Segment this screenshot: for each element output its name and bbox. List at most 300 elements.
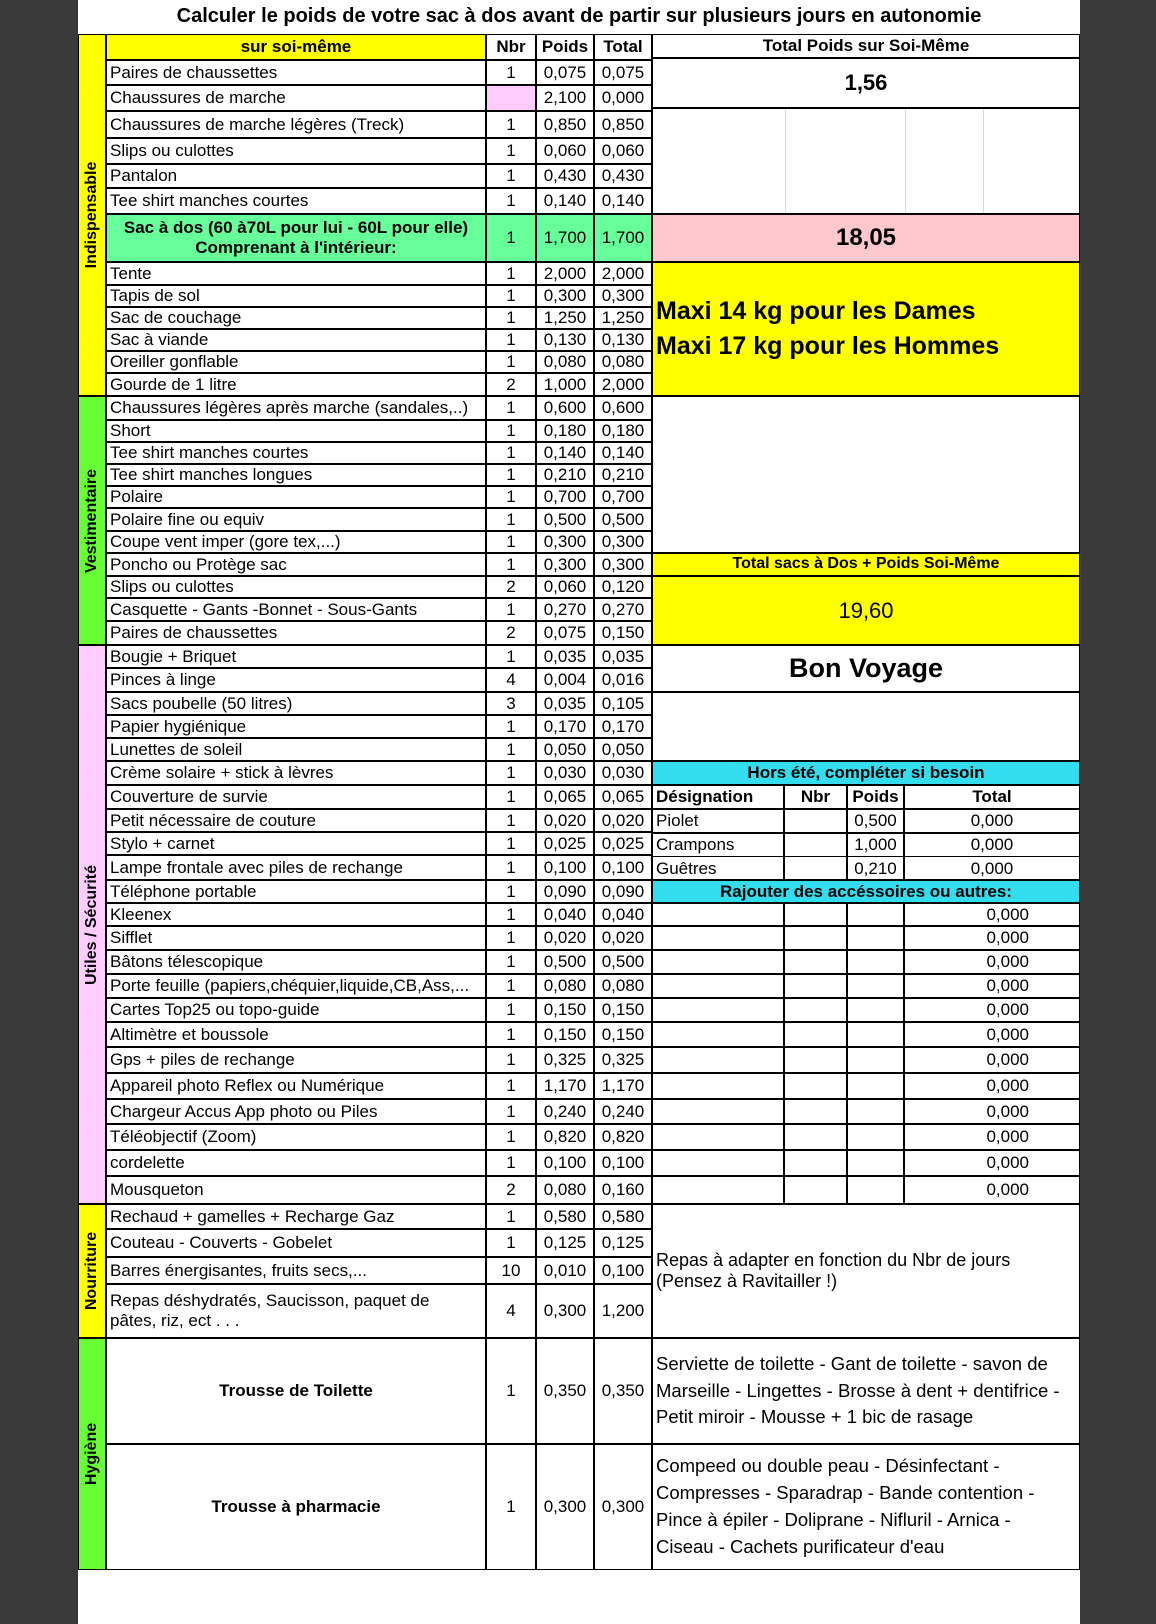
item-poids[interactable]: 0,004 [536,668,594,692]
spreadsheet [78,0,1080,1624]
rajouter-designation[interactable] [652,1073,784,1099]
item-nbr[interactable]: 1 [486,645,536,668]
item-description[interactable]: Tente [106,262,486,285]
item-nbr[interactable]: 1 [486,926,536,950]
item-nbr[interactable]: 1 [486,60,536,85]
item-description[interactable]: Slips ou culottes [106,138,486,164]
item-nbr[interactable]: 1 [486,855,536,880]
item-poids[interactable]: 0,600 [536,396,594,420]
item-poids[interactable]: 1,170 [536,1073,594,1099]
item-description[interactable]: Trousse de Toilette [106,1338,486,1444]
item-nbr[interactable]: 1 [486,164,536,188]
rajouter-designation[interactable] [652,950,784,974]
rajouter-total[interactable]: 0,000 [904,950,1080,974]
extra-designation[interactable]: Guêtres [652,856,784,880]
extra-poids[interactable]: 1,000 [847,833,904,857]
item-total[interactable]: 0,090 [594,880,652,903]
item-nbr[interactable]: 1 [486,1073,536,1099]
rajouter-nbr[interactable] [784,950,847,974]
rajouter-poids[interactable] [847,1176,904,1204]
item-total[interactable]: 0,020 [594,809,652,832]
item-poids[interactable]: 0,170 [536,715,594,738]
item-poids[interactable]: 0,350 [536,1338,594,1444]
rajouter-designation[interactable] [652,1022,784,1047]
item-total[interactable]: 0,300 [594,285,652,307]
rajouter-total[interactable]: 0,000 [904,1047,1080,1073]
item-description[interactable]: Short [106,420,486,442]
item-total[interactable]: 0,240 [594,1099,652,1124]
item-poids[interactable]: 0,300 [536,1444,594,1570]
extra-total[interactable]: 0,000 [904,856,1080,880]
rajouter-designation[interactable] [652,903,784,926]
item-description[interactable]: Oreiller gonflable [106,351,486,373]
extra-nbr[interactable] [784,809,847,833]
rajouter-poids[interactable] [847,1073,904,1099]
item-nbr[interactable]: 1 [486,307,536,329]
item-nbr[interactable]: 1 [486,761,536,785]
item-poids[interactable]: 0,020 [536,926,594,950]
item-total[interactable]: 0,030 [594,761,652,785]
item-nbr[interactable]: 1 [486,1229,536,1257]
toilette-note[interactable]: Serviette de toilette - Gant de toilette - savon de Marseille - Lingettes - Brosse à dent + dentifrice - Petit miroir - Mousse + 1 bic de rasage [652,1338,1080,1444]
item-nbr[interactable]: 10 [486,1257,536,1284]
rajouter-poids[interactable] [847,1022,904,1047]
extra-header[interactable]: Désignation [652,785,784,809]
item-description[interactable]: Coupe vent imper (gore tex,...) [106,531,486,553]
item-poids[interactable]: 0,325 [536,1047,594,1073]
item-total[interactable]: 0,300 [594,553,652,576]
item-total[interactable]: 2,000 [594,373,652,396]
header-poids[interactable]: Poids [536,34,594,60]
item-total[interactable]: 0,580 [594,1204,652,1229]
item-poids[interactable]: 1,000 [536,373,594,396]
item-description[interactable]: Crème solaire + stick à lèvres [106,761,486,785]
item-poids[interactable]: 0,030 [536,761,594,785]
rajouter-total[interactable]: 0,000 [904,1022,1080,1047]
rajouter-poids[interactable] [847,998,904,1022]
item-total[interactable]: 0,210 [594,464,652,486]
maxi-block[interactable] [652,262,1080,396]
rajouter-nbr[interactable] [784,974,847,998]
header-total[interactable]: Total [594,34,652,60]
item-poids[interactable]: 0,035 [536,645,594,668]
item-poids[interactable]: 0,850 [536,111,594,138]
empty-block[interactable] [652,108,1080,214]
extra-nbr[interactable] [784,856,847,880]
extra-designation[interactable]: Piolet [652,809,784,833]
item-nbr[interactable]: 1 [486,998,536,1022]
extra-header[interactable]: Nbr [784,785,847,809]
item-poids[interactable]: 0,500 [536,950,594,974]
item-poids[interactable]: 0,140 [536,188,594,214]
rajouter-designation[interactable] [652,1099,784,1124]
item-poids[interactable]: 0,050 [536,738,594,761]
rajouter-designation[interactable] [652,1176,784,1204]
item-poids[interactable]: 0,100 [536,855,594,880]
item-nbr[interactable]: 1 [486,214,536,262]
item-poids[interactable]: 0,010 [536,1257,594,1284]
item-description[interactable]: Kleenex [106,903,486,926]
item-poids[interactable]: 0,065 [536,785,594,809]
item-nbr[interactable]: 1 [486,285,536,307]
item-nbr[interactable]: 1 [486,1204,536,1229]
item-description[interactable]: Tee shirt manches courtes [106,442,486,464]
item-description[interactable]: cordelette [106,1150,486,1176]
item-poids[interactable]: 0,210 [536,464,594,486]
item-total[interactable]: 0,500 [594,508,652,531]
item-description[interactable]: Stylo + carnet [106,832,486,855]
item-total[interactable]: 0,130 [594,329,652,351]
item-description[interactable]: Couteau - Couverts - Gobelet [106,1229,486,1257]
rajouter-designation[interactable] [652,926,784,950]
item-description[interactable]: Trousse à pharmacie [106,1444,486,1570]
item-nbr[interactable]: 1 [486,1338,536,1444]
rajouter-nbr[interactable] [784,1099,847,1124]
item-poids[interactable]: 0,500 [536,508,594,531]
item-description[interactable]: Gps + piles de rechange [106,1047,486,1073]
rajouter-nbr[interactable] [784,1073,847,1099]
rajouter-designation[interactable] [652,974,784,998]
item-poids[interactable]: 0,240 [536,1099,594,1124]
pharmacie-note[interactable]: Compeed ou double peau - Désinfectant - Compresses - Sparadrap - Bande contention - Pince à épiler - Doliprane - Nifluril - Arnica - Ciseau - Cachets purificateur d'eau [652,1444,1080,1570]
item-nbr[interactable]: 1 [486,974,536,998]
rajouter-poids[interactable] [847,974,904,998]
item-nbr[interactable]: 1 [486,531,536,553]
rajouter-nbr[interactable] [784,1022,847,1047]
item-nbr[interactable]: 1 [486,553,536,576]
item-nbr[interactable]: 1 [486,785,536,809]
item-nbr[interactable]: 1 [486,486,536,508]
item-nbr[interactable]: 4 [486,668,536,692]
item-nbr[interactable]: 2 [486,1176,536,1204]
item-description[interactable]: Polaire fine ou equiv [106,508,486,531]
item-nbr[interactable]: 1 [486,880,536,903]
item-poids[interactable]: 0,150 [536,1022,594,1047]
item-description[interactable]: Appareil photo Reflex ou Numérique [106,1073,486,1099]
item-description[interactable]: Tapis de sol [106,285,486,307]
item-total[interactable]: 1,700 [594,214,652,262]
rajouter-label[interactable]: Rajouter des accéssoires ou autres: [652,880,1080,903]
item-poids[interactable]: 1,250 [536,307,594,329]
item-nbr[interactable]: 1 [486,464,536,486]
item-description[interactable]: Pantalon [106,164,486,188]
item-nbr[interactable]: 1 [486,950,536,974]
item-total[interactable]: 0,120 [594,576,652,598]
total-all-label[interactable]: Total sacs à Dos + Poids Soi-Même [652,553,1080,576]
item-poids[interactable]: 0,020 [536,809,594,832]
header-nbr[interactable]: Nbr [486,34,536,60]
item-description[interactable]: Mousqueton [106,1176,486,1204]
item-total[interactable]: 0,016 [594,668,652,692]
rajouter-poids[interactable] [847,1124,904,1150]
item-poids[interactable]: 0,090 [536,880,594,903]
total-soi-value[interactable]: 1,56 [652,58,1080,108]
item-nbr[interactable]: 1 [486,1444,536,1570]
item-total[interactable]: 0,160 [594,1176,652,1204]
rajouter-poids[interactable] [847,1099,904,1124]
item-nbr[interactable]: 1 [486,508,536,531]
item-description[interactable]: Sac à dos (60 à70L pour lui - 60L pour elle) Comprenant à l'intérieur: [106,214,486,262]
rajouter-designation[interactable] [652,1150,784,1176]
item-total[interactable]: 0,325 [594,1047,652,1073]
rajouter-nbr[interactable] [784,1150,847,1176]
item-total[interactable]: 0,270 [594,598,652,621]
total-soi-label[interactable]: Total Poids sur Soi-Même [652,34,1080,58]
item-poids[interactable]: 0,060 [536,576,594,598]
item-nbr[interactable]: 1 [486,1022,536,1047]
item-poids[interactable]: 0,700 [536,486,594,508]
maxi-dames: Maxi 14 kg pour les Dames [656,297,976,325]
item-total[interactable]: 0,180 [594,420,652,442]
item-total[interactable]: 0,350 [594,1338,652,1444]
item-description[interactable]: Slips ou culottes [106,576,486,598]
item-poids[interactable]: 0,025 [536,832,594,855]
item-description[interactable]: Paires de chaussettes [106,60,486,85]
rajouter-poids[interactable] [847,926,904,950]
item-description[interactable]: Cartes Top25 ou topo-guide [106,998,486,1022]
rajouter-total[interactable]: 0,000 [904,1176,1080,1204]
item-nbr[interactable]: 1 [486,738,536,761]
item-description[interactable]: Chaussures légères après marche (sandales,..) [106,396,486,420]
item-nbr[interactable]: 2 [486,373,536,396]
extra-designation[interactable]: Crampons [652,833,784,857]
item-poids[interactable]: 0,130 [536,329,594,351]
item-nbr[interactable]: 4 [486,1284,536,1338]
item-total[interactable]: 0,040 [594,903,652,926]
section-header[interactable]: sur soi-même [106,34,486,60]
item-total[interactable]: 0,020 [594,926,652,950]
item-nbr[interactable]: 1 [486,1047,536,1073]
item-total[interactable]: 0,125 [594,1229,652,1257]
empty-block[interactable] [652,692,1080,761]
category-band [78,34,106,396]
item-total[interactable]: 0,150 [594,1022,652,1047]
item-poids[interactable]: 0,180 [536,420,594,442]
rajouter-designation[interactable] [652,998,784,1022]
empty-block[interactable] [652,396,1080,553]
item-description[interactable]: Chaussures de marche légères (Treck) [106,111,486,138]
item-nbr[interactable]: 1 [486,420,536,442]
item-poids[interactable]: 0,270 [536,598,594,621]
item-nbr[interactable]: 1 [486,1099,536,1124]
item-nbr[interactable]: 1 [486,396,536,420]
item-poids[interactable]: 2,000 [536,262,594,285]
item-nbr[interactable]: 1 [486,188,536,214]
item-description[interactable]: Paires de chaussettes [106,621,486,645]
item-total[interactable]: 0,025 [594,832,652,855]
item-total[interactable]: 0,170 [594,715,652,738]
item-nbr[interactable]: 1 [486,329,536,351]
item-total[interactable]: 0,080 [594,351,652,373]
item-total[interactable]: 0,060 [594,138,652,164]
item-poids[interactable]: 0,080 [536,974,594,998]
item-total[interactable]: 0,820 [594,1124,652,1150]
item-total[interactable]: 1,200 [594,1284,652,1338]
item-total[interactable]: 0,080 [594,974,652,998]
item-total[interactable]: 0,075 [594,60,652,85]
item-total[interactable]: 0,100 [594,1150,652,1176]
item-nbr[interactable]: 1 [486,262,536,285]
gridline [905,109,906,214]
item-nbr[interactable]: 1 [486,903,536,926]
item-poids[interactable]: 2,100 [536,85,594,111]
total-all-value[interactable]: 19,60 [652,576,1080,645]
extra-nbr[interactable] [784,833,847,857]
item-total[interactable]: 1,170 [594,1073,652,1099]
item-total[interactable]: 0,500 [594,950,652,974]
rajouter-poids[interactable] [847,1150,904,1176]
item-nbr[interactable]: 1 [486,1150,536,1176]
item-total[interactable]: 0,150 [594,621,652,645]
item-total[interactable]: 0,000 [594,85,652,111]
item-poids[interactable]: 0,080 [536,351,594,373]
item-description[interactable]: Lampe frontale avec piles de rechange [106,855,486,880]
item-poids[interactable]: 0,300 [536,531,594,553]
rajouter-total[interactable]: 0,000 [904,1099,1080,1124]
item-description[interactable]: Barres énergisantes, fruits secs,... [106,1257,486,1284]
item-description[interactable]: Petit nécessaire de couture [106,809,486,832]
item-poids[interactable]: 0,300 [536,285,594,307]
item-poids[interactable]: 0,150 [536,998,594,1022]
item-poids[interactable]: 0,060 [536,138,594,164]
item-poids[interactable]: 0,820 [536,1124,594,1150]
item-description[interactable]: Gourde de 1 litre [106,373,486,396]
bon-voyage[interactable]: Bon Voyage [652,645,1080,692]
rajouter-poids[interactable] [847,903,904,926]
item-description[interactable]: Altimètre et boussole [106,1022,486,1047]
rajouter-total[interactable]: 0,000 [904,1073,1080,1099]
item-description[interactable]: Porte feuille (papiers,chéquier,liquide,CB,Ass,... [106,974,486,998]
item-nbr[interactable]: 2 [486,576,536,598]
item-poids[interactable]: 0,040 [536,903,594,926]
item-description[interactable]: Téléobjectif (Zoom) [106,1124,486,1150]
item-description[interactable]: Sifflet [106,926,486,950]
item-total[interactable]: 0,300 [594,1444,652,1570]
item-poids[interactable]: 0,100 [536,1150,594,1176]
extra-total[interactable]: 0,000 [904,809,1080,833]
item-nbr[interactable]: 1 [486,442,536,464]
item-description[interactable]: Papier hygiénique [106,715,486,738]
item-description[interactable]: Téléphone portable [106,880,486,903]
item-poids[interactable]: 0,125 [536,1229,594,1257]
extra-header[interactable]: Poids [847,785,904,809]
item-poids[interactable]: 0,300 [536,1284,594,1338]
item-description[interactable]: Sacs poubelle (50 litres) [106,692,486,715]
rajouter-nbr[interactable] [784,1124,847,1150]
rajouter-nbr[interactable] [784,998,847,1022]
item-nbr[interactable]: 2 [486,621,536,645]
rajouter-nbr[interactable] [784,903,847,926]
item-description[interactable]: Couverture de survie [106,785,486,809]
item-description[interactable]: Bâtons télescopique [106,950,486,974]
item-total[interactable]: 0,065 [594,785,652,809]
item-nbr[interactable]: 1 [486,715,536,738]
item-total[interactable]: 0,100 [594,855,652,880]
item-description[interactable]: Sac à viande [106,329,486,351]
item-total[interactable]: 0,600 [594,396,652,420]
item-total[interactable]: 0,300 [594,531,652,553]
rajouter-total[interactable]: 0,000 [904,998,1080,1022]
item-total[interactable]: 0,140 [594,188,652,214]
item-poids[interactable]: 0,035 [536,692,594,715]
item-total[interactable]: 0,140 [594,442,652,464]
rajouter-total[interactable]: 0,000 [904,974,1080,998]
item-poids[interactable]: 0,075 [536,60,594,85]
item-description[interactable]: Rechaud + gamelles + Recharge Gaz [106,1204,486,1229]
rajouter-poids[interactable] [847,950,904,974]
item-description[interactable]: Pinces à linge [106,668,486,692]
item-description[interactable]: Casquette - Gants -Bonnet - Sous-Gants [106,598,486,621]
item-total[interactable]: 0,150 [594,998,652,1022]
rajouter-nbr[interactable] [784,926,847,950]
item-total[interactable]: 1,250 [594,307,652,329]
hors-ete-label[interactable]: Hors été, compléter si besoin [652,761,1080,785]
item-description[interactable]: Bougie + Briquet [106,645,486,668]
item-poids[interactable]: 0,075 [536,621,594,645]
sac-total[interactable]: 18,05 [652,214,1080,262]
item-poids[interactable]: 0,430 [536,164,594,188]
rajouter-poids[interactable] [847,1047,904,1073]
item-nbr[interactable]: 1 [486,351,536,373]
item-nbr[interactable]: 3 [486,692,536,715]
item-poids[interactable]: 0,300 [536,553,594,576]
item-total[interactable]: 0,050 [594,738,652,761]
item-description[interactable]: Tee shirt manches longues [106,464,486,486]
repas-note[interactable]: Repas à adapter en fonction du Nbr de jours (Pensez à Ravitailler !) [652,1204,1080,1338]
item-total[interactable]: 0,035 [594,645,652,668]
item-description[interactable]: Tee shirt manches courtes [106,188,486,214]
item-description[interactable]: Repas déshydratés, Saucisson, paquet de pâtes, riz, ect . . . [106,1284,486,1338]
extra-poids[interactable]: 0,500 [847,809,904,833]
item-nbr[interactable] [486,85,536,111]
item-nbr[interactable]: 1 [486,809,536,832]
item-description[interactable]: Poncho ou Protège sac [106,553,486,576]
item-total[interactable]: 2,000 [594,262,652,285]
rajouter-total[interactable]: 0,000 [904,903,1080,926]
item-total[interactable]: 0,850 [594,111,652,138]
item-poids[interactable]: 0,140 [536,442,594,464]
item-poids[interactable]: 1,700 [536,214,594,262]
item-poids[interactable]: 0,580 [536,1204,594,1229]
item-description[interactable]: Chaussures de marche [106,85,486,111]
page-title: Calculer le poids de votre sac à dos avant de partir sur plusieurs jours en autonomie [78,0,1080,32]
item-total[interactable]: 0,430 [594,164,652,188]
rajouter-total[interactable]: 0,000 [904,1150,1080,1176]
rajouter-nbr[interactable] [784,1047,847,1073]
rajouter-total[interactable]: 0,000 [904,1124,1080,1150]
extra-poids[interactable]: 0,210 [847,856,904,880]
item-nbr[interactable]: 1 [486,138,536,164]
extra-header[interactable]: Total [904,785,1080,809]
item-description[interactable]: Lunettes de soleil [106,738,486,761]
item-description[interactable]: Polaire [106,486,486,508]
item-nbr[interactable]: 1 [486,1124,536,1150]
item-total[interactable]: 0,100 [594,1257,652,1284]
rajouter-nbr[interactable] [784,1176,847,1204]
item-total[interactable]: 0,700 [594,486,652,508]
rajouter-designation[interactable] [652,1124,784,1150]
item-total[interactable]: 0,105 [594,692,652,715]
item-nbr[interactable]: 1 [486,111,536,138]
rajouter-designation[interactable] [652,1047,784,1073]
rajouter-total[interactable]: 0,000 [904,926,1080,950]
item-poids[interactable]: 0,080 [536,1176,594,1204]
extra-total[interactable]: 0,000 [904,833,1080,857]
item-nbr[interactable]: 1 [486,832,536,855]
item-description[interactable]: Chargeur Accus App photo ou Piles [106,1099,486,1124]
item-nbr[interactable]: 1 [486,598,536,621]
item-description[interactable]: Sac de couchage [106,307,486,329]
